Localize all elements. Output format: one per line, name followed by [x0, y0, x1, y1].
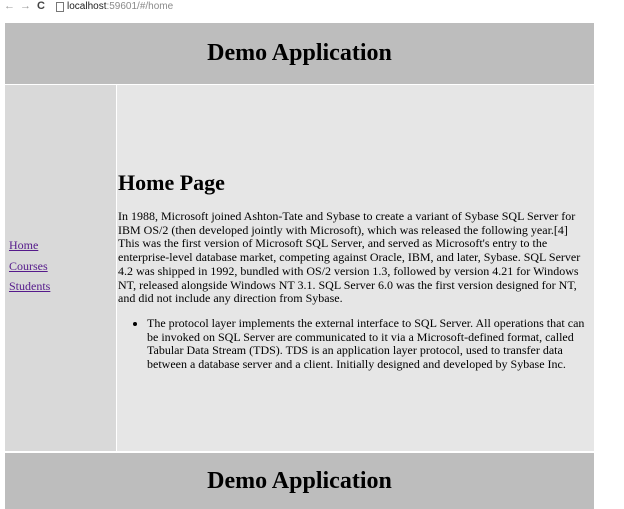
- back-arrow-icon[interactable]: ←: [4, 0, 15, 12]
- intro-paragraph: In 1988, Microsoft joined Ashton-Tate and Sybase to create a variant of Sybase SQL Server for IBM OS/2 (then developed jointly with Microsoft), which was released the following year.[4] This was the first version of Microsoft SQL Server, and served as Microsoft's entry to the enterprise-level database market, competing against Oracle, IBM, and later, Sybase. SQL Server 4.2 was shipped in 1992, bundled with OS/2 version 1.3, followed by version 4.21 for Windows NT, released alongside Windows NT 3.1. SQL Server 6.0 was the first version designed for NT, and did not include any direction from Sybase.: [118, 209, 581, 306]
- app-header: [5, 23, 594, 84]
- page-icon: [56, 2, 64, 12]
- browser-toolbar: [0, 0, 624, 14]
- nav-link-courses[interactable]: Courses: [9, 258, 48, 273]
- bullet-list: [118, 317, 592, 372]
- sidebar-nav: [9, 238, 50, 300]
- address-bar[interactable]: [67, 0, 173, 13]
- reload-icon[interactable]: C: [37, 0, 45, 12]
- app-container: [5, 23, 594, 509]
- url-path: :59601/#/home: [106, 1, 174, 12]
- sidebar: [5, 85, 116, 451]
- nav-link-students[interactable]: Students: [9, 279, 51, 293]
- nav-link-home[interactable]: Home: [9, 238, 39, 252]
- app-footer: [5, 453, 594, 509]
- header-title: Demo Application: [207, 40, 392, 66]
- url-host: localhost: [67, 1, 107, 12]
- main-content: [117, 85, 594, 451]
- forward-arrow-icon[interactable]: →: [20, 0, 31, 12]
- page-title: Home Page: [118, 170, 225, 195]
- list-item: • The protocol layer implements the external interface to SQL Server. All operations that can be invoked on SQL Server are communicated to it via a Microsoft-defined format, called Tabular Data Stream (TDS). TDS is an application layer protocol, used to transfer data between a database server and a client. Initially designed and developed by Sybase Inc.: [147, 317, 592, 372]
- footer-title: Demo Application: [207, 467, 392, 494]
